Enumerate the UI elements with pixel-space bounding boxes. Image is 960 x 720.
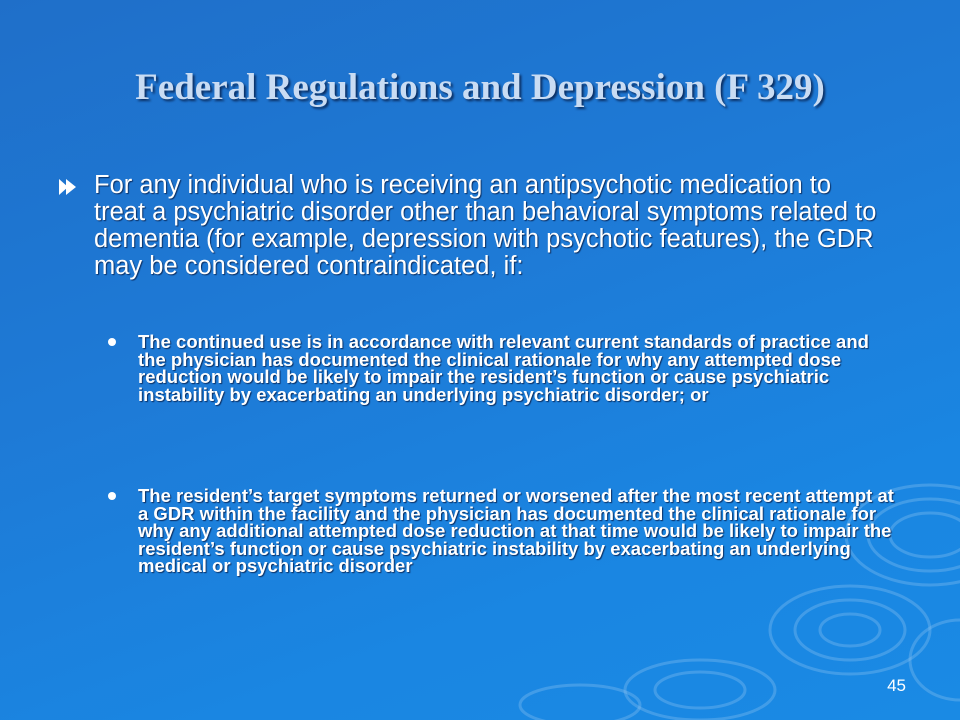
sub-bullet-text: The resident’s target symptoms returned or worsened after the most recent attempt at a GDR within the facility and the physician has documented the clinical rationale for why any additional attempted dose reduction at that time would be likely to impair the resident’s function or cause psychiatric instability by exacerbating an underlying medical or psychiatric disorder xyxy=(138,485,894,576)
arrow-bullet-icon xyxy=(58,178,78,196)
sub-bullet xyxy=(108,487,900,575)
main-bullet-text: For any individual who is receiving an antipsychotic medication to treat a psychiatric disorder other than behavioral symptoms related to dementia (for example, depression with psychotic features), the GDR may be considered contraindicated, if: xyxy=(94,171,877,280)
slide-title: Federal Regulations and Depression (F 329) xyxy=(135,67,825,108)
dot-bullet-icon xyxy=(108,492,116,500)
slide-number: 45 xyxy=(887,676,906,695)
dot-bullet-icon xyxy=(108,338,116,346)
main-bullet xyxy=(58,172,878,280)
sub-bullet-text: The continued use is in accordance with relevant current standards of practice and the physician has documented the clinical rationale for why any attempted dose reduction would be likely to impair the resident’s function or cause psychiatric instability by exacerbating an underlying psychiatric disorder; or xyxy=(138,331,869,405)
sub-bullet xyxy=(108,333,900,403)
